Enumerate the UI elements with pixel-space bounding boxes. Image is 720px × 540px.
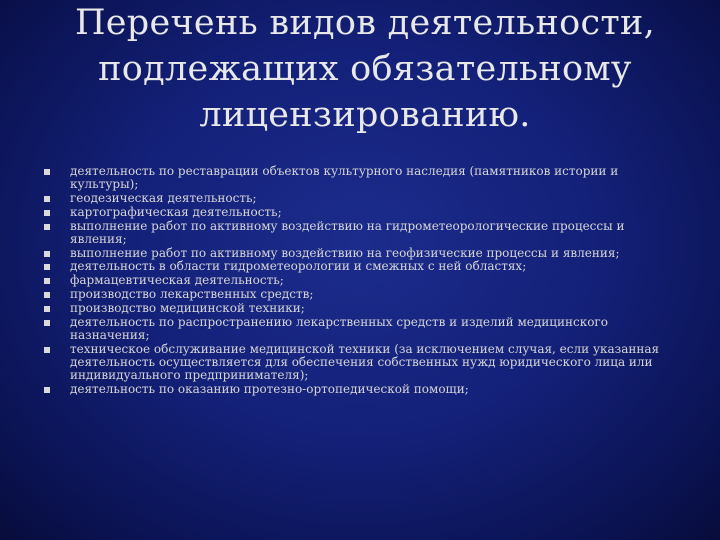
square-bullet-icon	[44, 278, 50, 284]
list-item	[44, 383, 664, 396]
square-bullet-icon	[44, 264, 50, 270]
square-bullet-icon	[44, 224, 50, 230]
square-bullet-icon	[44, 210, 50, 216]
square-bullet-icon	[44, 387, 50, 393]
list-item-text: деятельность по реставрации объектов культурного наследия (памятников истории и культуры);	[70, 164, 619, 192]
list-item-text: геодезическая деятельность;	[70, 191, 257, 205]
list-item-text: деятельность в области гидрометеорологии и смежных с ней областях;	[70, 259, 527, 274]
list-item-text: фармацевтическая деятельность;	[70, 273, 284, 288]
list-item-text: производство лекарственных средств;	[70, 286, 314, 301]
list-item	[44, 316, 664, 342]
square-bullet-icon	[44, 196, 50, 202]
list-item-text: выполнение работ по активному воздействию на гидрометеорологические процессы и явления;	[70, 218, 625, 246]
square-bullet-icon	[44, 306, 50, 312]
square-bullet-icon	[44, 251, 50, 257]
list-item-text: техническое обслуживание медицинской техники (за исключением случая, если указанная деятельность осуществляется для обеспечения собственных нужд юридического лица или индивидуального предпринимателя);	[70, 341, 660, 382]
square-bullet-icon	[44, 320, 50, 326]
slide-title	[60, 0, 670, 138]
square-bullet-icon	[44, 169, 50, 175]
title-line-1: Перечень видов деятельности,	[74, 3, 656, 43]
list-item-text: деятельность по оказанию протезно-ортопедической помощи;	[70, 381, 469, 396]
list-item-text: картографическая деятельность;	[70, 204, 282, 219]
list-item	[44, 165, 664, 191]
square-bullet-icon	[44, 292, 50, 298]
list-item	[44, 288, 664, 301]
title-line-2: подлежащих обязательному	[98, 49, 632, 89]
list-item	[44, 192, 664, 205]
list-item	[44, 206, 664, 219]
list-item	[44, 220, 664, 246]
list-item	[44, 343, 664, 383]
list-item	[44, 274, 664, 287]
list-item-text: выполнение работ по активному воздействию на геофизические процессы и явления;	[70, 245, 620, 260]
list-item	[44, 260, 664, 273]
list-item-text: производство медицинской техники;	[70, 300, 305, 315]
list-item	[44, 302, 664, 315]
title-line-3: лицензированию.	[199, 95, 531, 135]
activity-list	[44, 165, 664, 397]
list-item-text: деятельность по распространению лекарственных средств и изделий медицинского назначения;	[70, 314, 608, 342]
square-bullet-icon	[44, 347, 50, 353]
list-item	[44, 247, 664, 260]
